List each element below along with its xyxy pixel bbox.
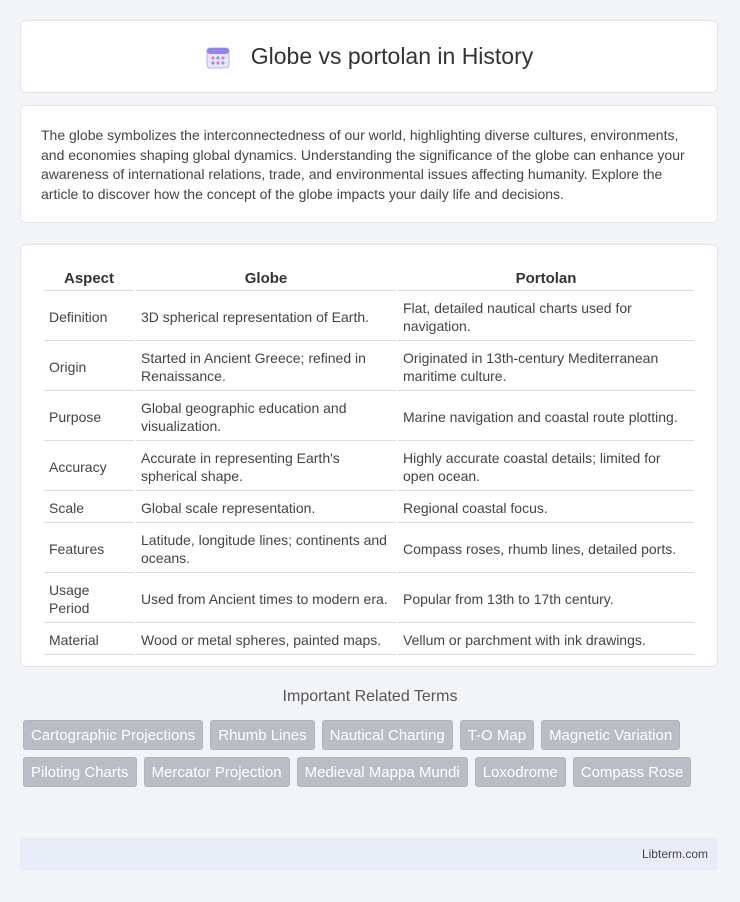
table-row xyxy=(44,525,694,573)
term-tag[interactable]: Mercator Projection xyxy=(144,757,290,787)
cell-portolan: Marine navigation and coastal route plotting. xyxy=(398,393,694,441)
term-tag[interactable]: Cartographic Projections xyxy=(23,720,203,750)
term-tag[interactable]: Compass Rose xyxy=(573,757,692,787)
cell-aspect: Purpose xyxy=(44,393,134,441)
term-tag[interactable]: T-O Map xyxy=(460,720,534,750)
calendar-grid-icon xyxy=(205,44,231,70)
cell-globe: Latitude, longitude lines; continents and oceans. xyxy=(136,525,396,573)
cell-globe: Global scale representation. xyxy=(136,493,396,523)
cell-globe: Accurate in representing Earth's spherical shape. xyxy=(136,443,396,491)
page-title: Globe vs portolan in History xyxy=(250,43,534,69)
intro-text: The globe symbolizes the interconnectedness of our world, highlighting diverse cultures, environments, and economies shaping global dynamics. Understanding the significance of the globe can enhance your awareness of international relations, trade, and environmental issues affecting humanity. Explore the article to discover how the concept of the globe impacts your daily life and decisions. xyxy=(41,127,685,202)
cell-aspect: Origin xyxy=(44,343,134,391)
cell-globe: Global geographic education and visualization. xyxy=(136,393,396,441)
term-tag[interactable]: Medieval Mappa Mundi xyxy=(297,757,468,787)
cell-aspect: Features xyxy=(44,525,134,573)
cell-aspect: Material xyxy=(44,625,134,655)
footer xyxy=(20,838,718,871)
cell-globe: 3D spherical representation of Earth. xyxy=(136,293,396,341)
related-terms-title: Important Related Terms xyxy=(282,688,458,705)
cell-portolan: Compass roses, rhumb lines, detailed ports. xyxy=(398,525,694,573)
comparison-card xyxy=(20,244,718,667)
table-row xyxy=(44,493,694,523)
cell-portolan: Highly accurate coastal details; limited for open ocean. xyxy=(398,443,694,491)
table-row xyxy=(44,443,694,491)
related-terms-list xyxy=(23,720,723,794)
header-portolan: Portolan xyxy=(398,266,694,291)
cell-portolan: Regional coastal focus. xyxy=(398,493,694,523)
term-tag[interactable]: Nautical Charting xyxy=(322,720,453,750)
table-row xyxy=(44,625,694,655)
term-tag[interactable]: Loxodrome xyxy=(475,757,566,787)
comparison-table xyxy=(42,264,696,657)
intro-card xyxy=(20,105,718,223)
footer-brand-link[interactable]: Libterm.com xyxy=(641,847,708,861)
cell-aspect: Definition xyxy=(44,293,134,341)
cell-globe: Wood or metal spheres, painted maps. xyxy=(136,625,396,655)
term-tag[interactable]: Piloting Charts xyxy=(23,757,137,787)
cell-portolan: Popular from 13th to 17th century. xyxy=(398,575,694,623)
cell-globe: Used from Ancient times to modern era. xyxy=(136,575,396,623)
header-aspect: Aspect xyxy=(44,266,134,291)
page-header xyxy=(20,20,718,93)
table-row xyxy=(44,293,694,341)
term-tag[interactable]: Rhumb Lines xyxy=(210,720,314,750)
cell-aspect: Accuracy xyxy=(44,443,134,491)
header-globe: Globe xyxy=(136,266,396,291)
cell-portolan: Originated in 13th-century Mediterranean maritime culture. xyxy=(398,343,694,391)
table-row xyxy=(44,575,694,623)
table-row xyxy=(44,393,694,441)
cell-aspect: Usage Period xyxy=(44,575,134,623)
cell-portolan: Flat, detailed nautical charts used for navigation. xyxy=(398,293,694,341)
table-header-row xyxy=(44,266,694,291)
term-tag[interactable]: Magnetic Variation xyxy=(541,720,680,750)
cell-portolan: Vellum or parchment with ink drawings. xyxy=(398,625,694,655)
cell-globe: Started in Ancient Greece; refined in Renaissance. xyxy=(136,343,396,391)
table-row xyxy=(44,343,694,391)
cell-aspect: Scale xyxy=(44,493,134,523)
